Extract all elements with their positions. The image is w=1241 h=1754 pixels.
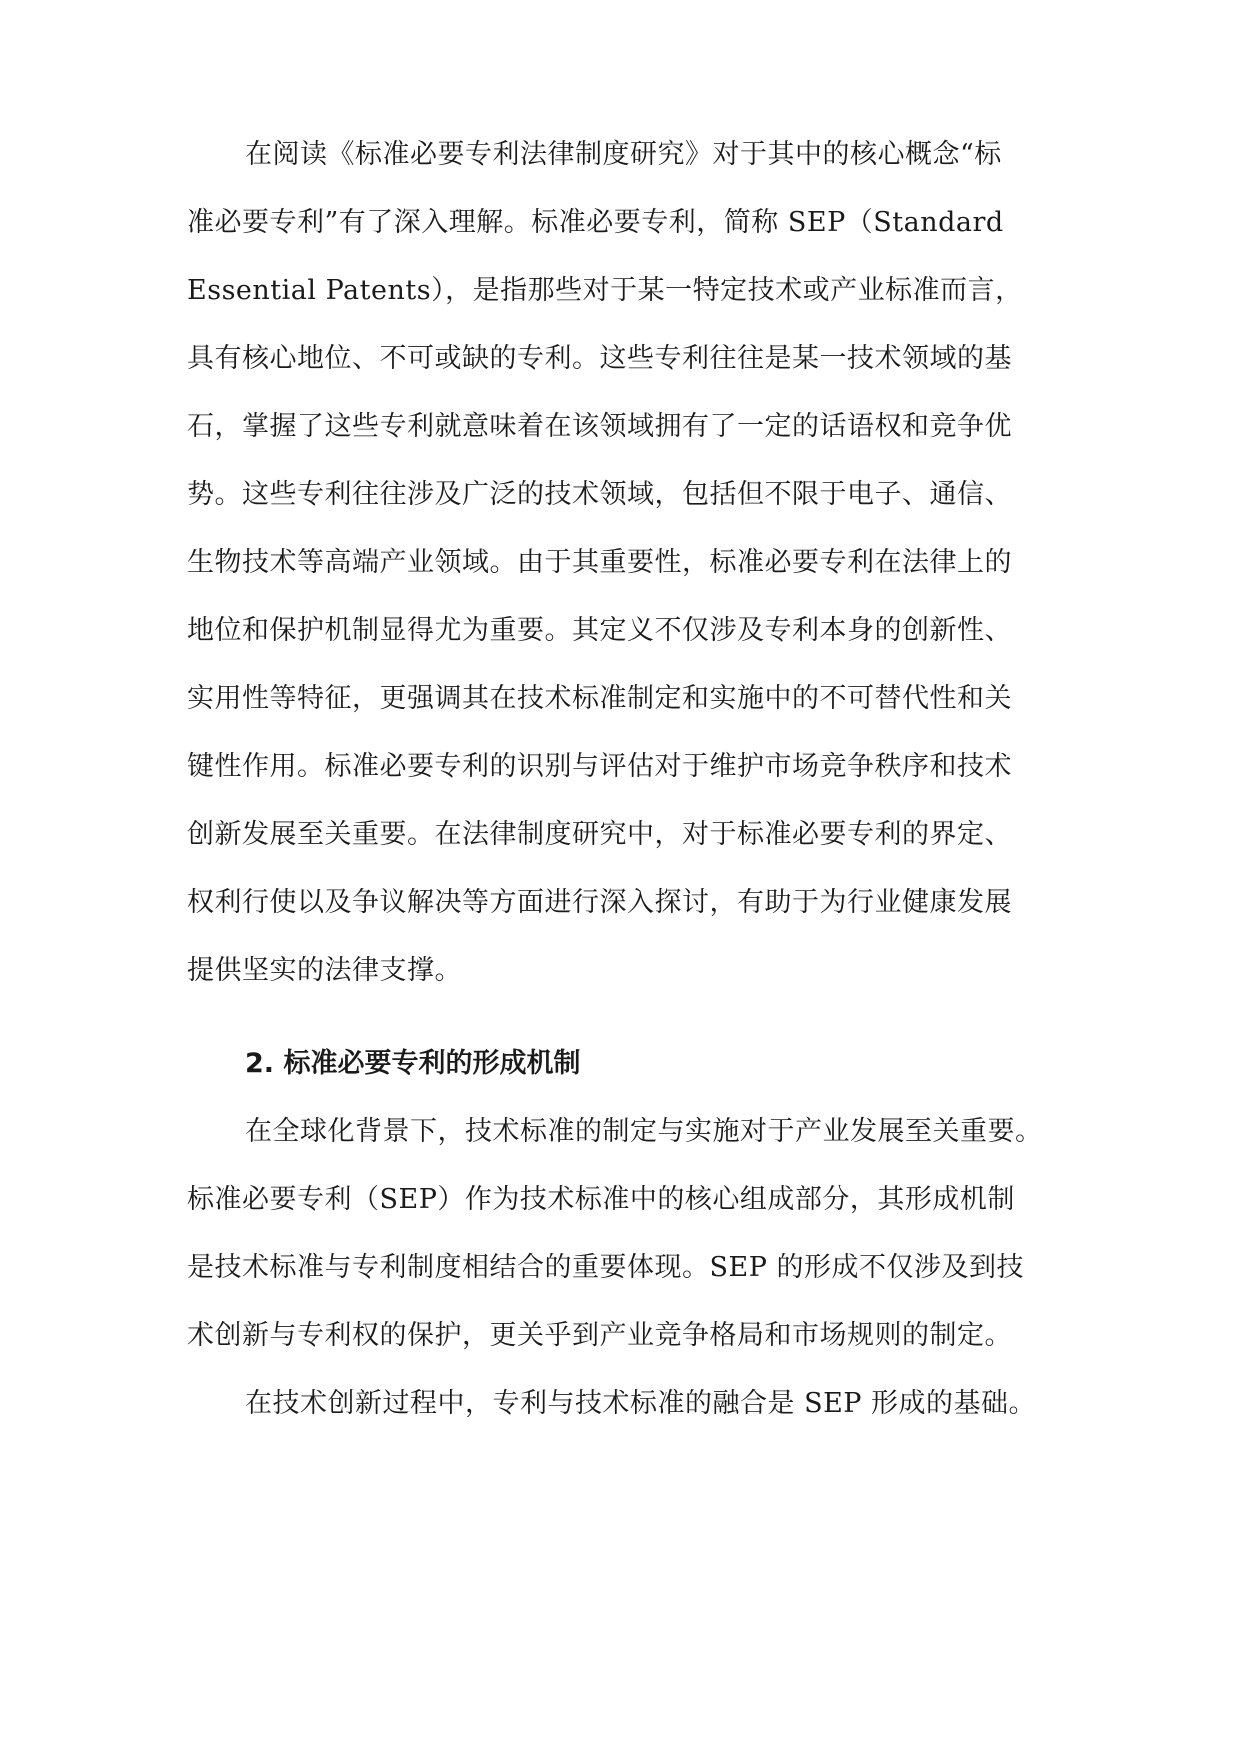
- paragraph-1-line-13: 提供坚实的法律支撑。: [187, 955, 462, 986]
- paragraph-1-line-1: 在阅读《标准必要专利法律制度研究》对于其中的核心概念“标: [245, 139, 1002, 170]
- paragraph-1-line-6: 势。这些专利往往涉及广泛的技术领域，包括但不限于电子、通信、: [187, 479, 1012, 510]
- paragraph-1-line-10: 键性作用。标准必要专利的识别与评估对于维护市场竞争秩序和技术: [187, 751, 1012, 782]
- paragraph-1-line-9: 实用性等特征，更强调其在技术标准制定和实施中的不可替代性和关: [187, 683, 1012, 714]
- section-2-heading: 2. 标准必要专利的形成机制: [245, 1048, 581, 1079]
- paragraph-1-line-2: 准必要专利”有了深入理解。标准必要专利，简称 SEP（Standard: [187, 207, 1004, 238]
- paragraph-1-line-8: 地位和保护机制显得尤为重要。其定义不仅涉及专利本身的创新性、: [187, 615, 1012, 646]
- paragraph-1-line-11: 创新发展至关重要。在法律制度研究中，对于标准必要专利的界定、: [187, 819, 1012, 850]
- paragraph-1-line-5: 石，掌握了这些专利就意味着在该领域拥有了一定的话语权和竞争优: [187, 411, 1012, 442]
- paragraph-1-line-12: 权利行使以及争议解决等方面进行深入探讨，有助于为行业健康发展: [187, 887, 1012, 918]
- paragraph-2-line-3: 是技术标准与专利制度相结合的重要体现。SEP 的形成不仅涉及到技: [187, 1252, 1024, 1283]
- paragraph-1-line-3: Essential Patents），是指那些对于某一特定技术或产业标准而言，: [187, 275, 1023, 306]
- paragraph-1-line-4: 具有核心地位、不可或缺的专利。这些专利往往是某一技术领域的基: [187, 343, 1012, 374]
- paragraph-2-line-2: 标准必要专利（SEP）作为技术标准中的核心组成部分，其形成机制: [187, 1184, 1015, 1215]
- paragraph-1-line-7: 生物技术等高端产业领域。由于其重要性，标准必要专利在法律上的: [187, 547, 1012, 578]
- paragraph-3-line-1: 在技术创新过程中，专利与技术标准的融合是 SEP 形成的基础。: [245, 1388, 1037, 1419]
- paragraph-2-line-4: 术创新与专利权的保护，更关乎到产业竞争格局和市场规则的制定。: [187, 1320, 1012, 1351]
- paragraph-2-line-1: 在全球化背景下，技术标准的制定与实施对于产业发展至关重要。: [245, 1116, 1043, 1147]
